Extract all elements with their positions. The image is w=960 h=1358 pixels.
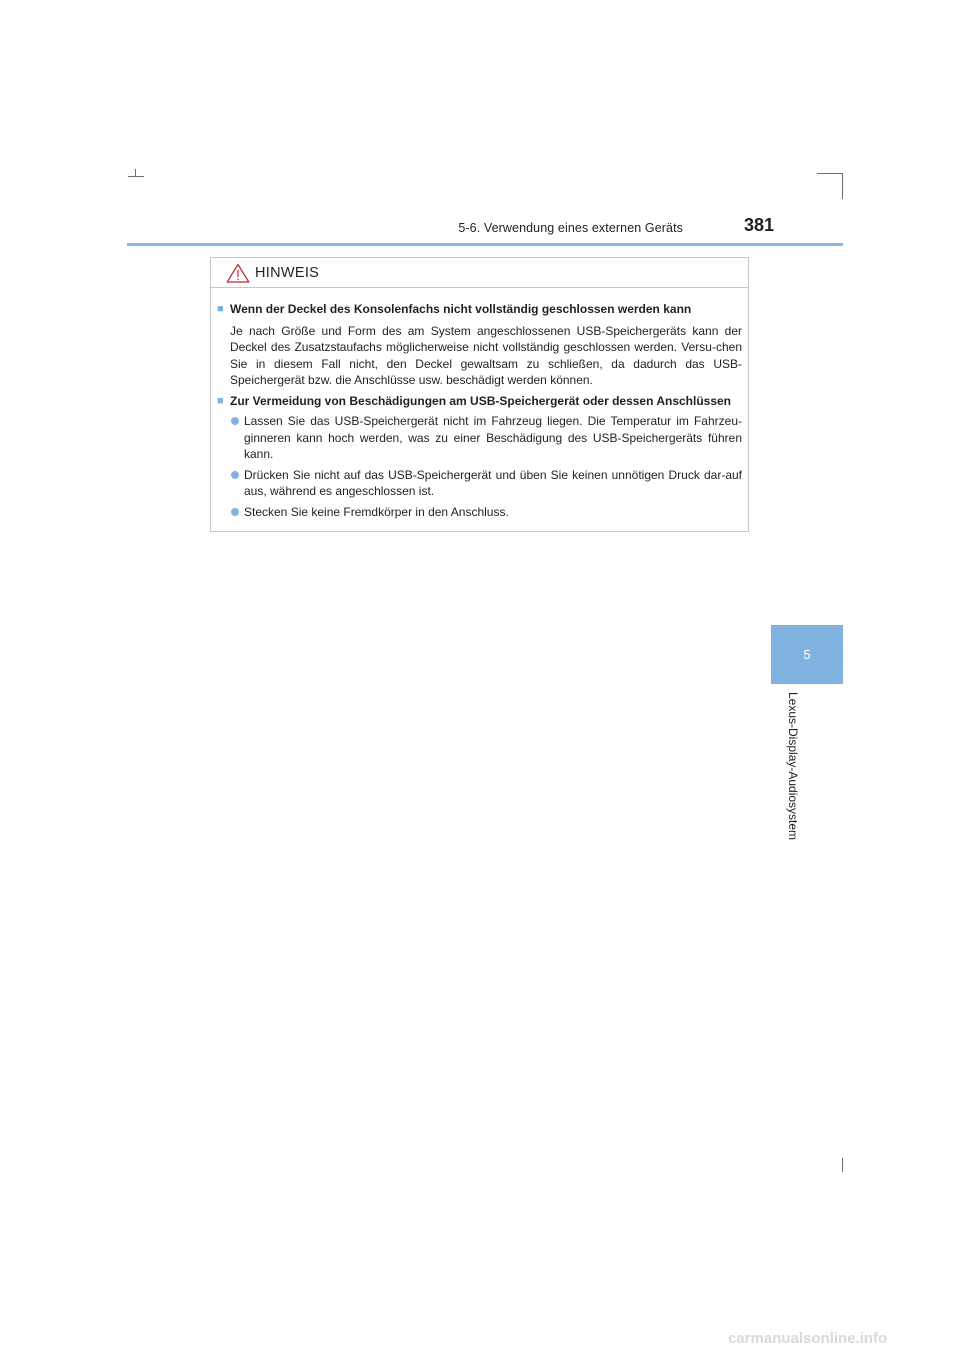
crop-mark [135, 169, 136, 177]
square-bullet-icon: ■ [217, 303, 224, 315]
round-bullet-icon [231, 467, 244, 500]
section-heading [217, 393, 742, 410]
round-bullet-icon [231, 413, 244, 463]
list-item-text: Lassen Sie das USB-Speichergerät nicht im Fahrzeug liegen. Die Temperatur im Fahrzeu-ginneren kann hoch werden, was zu einer Beschädigung des USB-Speichergeräts führen kann. [244, 414, 742, 461]
list-item-text: Drücken Sie nicht auf das USB-Speichergerät und üben Sie keinen unnötigen Druck dar-auf aus, während es angeschlossen ist. [244, 467, 742, 498]
notice-title: HINWEIS [255, 264, 320, 281]
square-bullet-icon: ■ [217, 394, 224, 407]
list-item-text: Stecken Sie keine Fremdkörper in den Anschluss. [244, 504, 509, 519]
round-bullet-icon [231, 504, 244, 521]
section-heading-text: Wenn der Deckel des Konsolenfachs nicht vollständig geschlossen werden kann [230, 302, 692, 316]
section-heading [217, 301, 742, 318]
chapter-number: 5 [803, 647, 811, 662]
crop-mark [128, 176, 144, 177]
notice-box [210, 257, 749, 532]
header-rule [127, 243, 843, 246]
list-item [231, 467, 742, 500]
watermark: carmanualsonline.info [728, 1330, 888, 1347]
chapter-label: Lexus-Display-Audiosystem [786, 692, 800, 841]
section-heading-text: Zur Vermeidung von Beschädigungen am USB-Speichergerät oder dessen Anschlüssen [230, 393, 732, 408]
crop-mark [842, 173, 843, 199]
notice-body [211, 288, 748, 520]
section-title: 5-6. Verwendung eines externen Geräts [458, 221, 683, 235]
list-item [231, 413, 742, 463]
crop-mark [817, 173, 843, 174]
page-number: 381 [743, 215, 774, 235]
notice-header [211, 258, 748, 288]
section-paragraph: Je nach Größe und Form des am System angeschlossenen USB-Speichergeräts kann der Deckel des Zusatzstaufachs möglicherweise nicht vollständig geschlossen werden. Versu-chen Sie in diesem Fall nicht, den Deckel gewaltsam zu schließen, da dadurch das USB-Speichergerät bzw. die Anschlüsse usw. beschädigt werden können. [230, 323, 742, 387]
warning-triangle-icon [226, 263, 250, 283]
crop-mark [842, 1158, 843, 1172]
chapter-tab [771, 625, 843, 684]
list-item [231, 504, 742, 521]
